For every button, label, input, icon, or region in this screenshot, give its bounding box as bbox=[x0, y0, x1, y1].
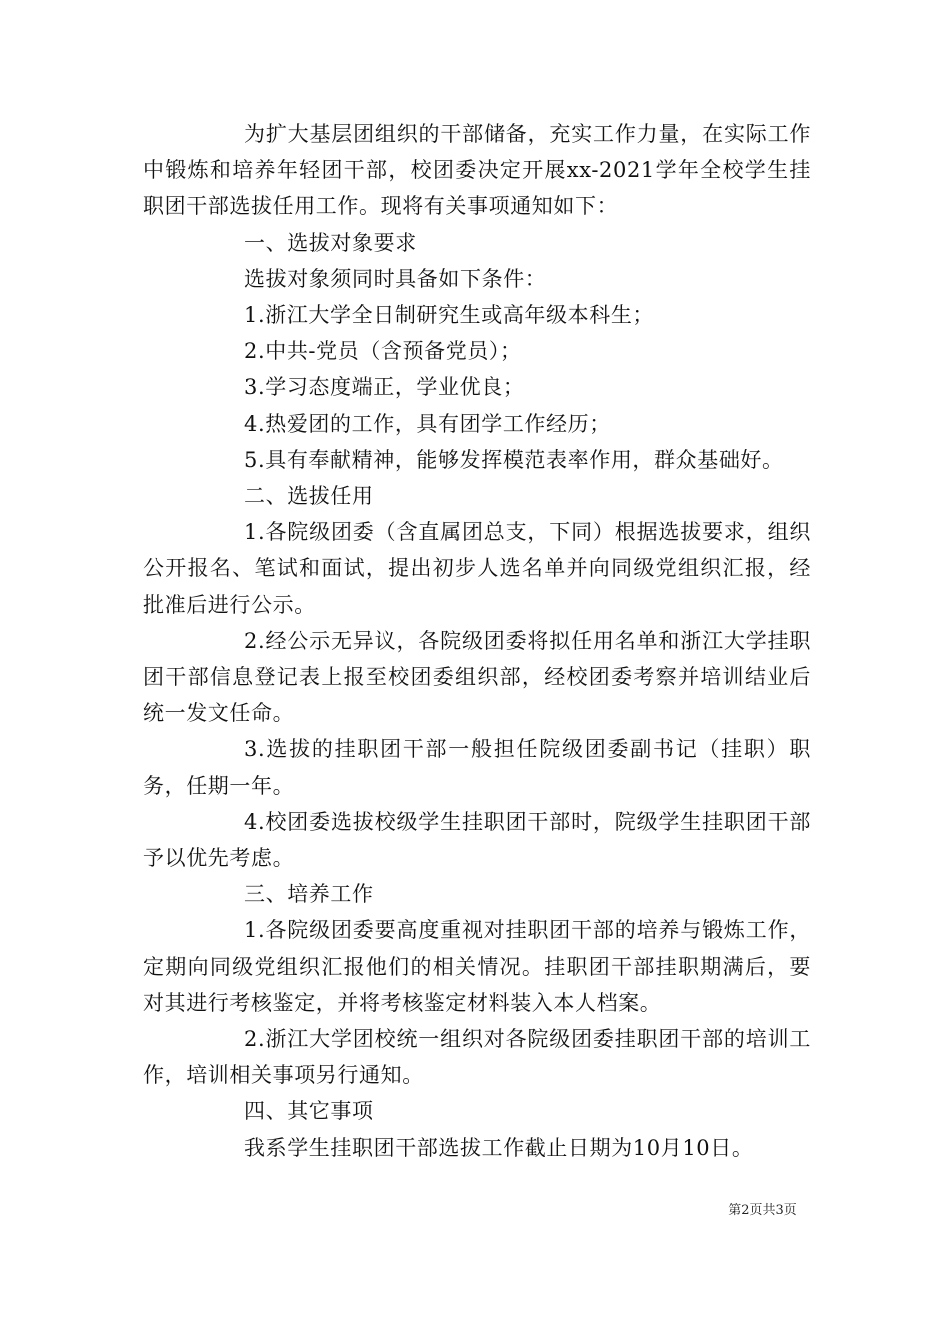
closing-paragraph: 我系学生挂职团干部选拔工作截止日期为10月10日。 bbox=[244, 1135, 754, 1160]
list-item: 2.经公示无异议，各院级团委将拟任用名单和浙江大学挂职团干部信息登记表上报至校团委组织部，经校团委考察并培训结业后统一发文任命。 bbox=[143, 628, 811, 726]
page-footer bbox=[0, 1203, 950, 1219]
list-item: 5.具有奉献精神，能够发挥模范表率作用，群众基础好。 bbox=[244, 447, 784, 472]
list-item: 1.各院级团委（含直属团总支，下同）根据选拔要求，组织公开报名、笔试和面试，提出初步人选名单并向同级党组织汇报，经批准后进行公示。 bbox=[143, 520, 811, 617]
intro-paragraph: 为扩大基层团组织的干部储备，充实工作力量，在实际工作中锻炼和培养年轻团干部，校团委决定开展xx-2021学年全校学生挂职团干部选拔任用工作。现将有关事项通知如下： bbox=[143, 122, 811, 219]
document-body bbox=[143, 116, 811, 1166]
list-item: 1.浙江大学全日制研究生或高年级本科生； bbox=[244, 303, 655, 328]
list-item: 3.选拔的挂职团干部一般担任院级团委副书记（挂职）职务，任期一年。 bbox=[143, 737, 811, 798]
list-item: 2.中共-党员（含预备党员）； bbox=[244, 339, 522, 364]
list-item: 4.校团委选拔校级学生挂职团干部时，院级学生挂职团干部予以优先考虑。 bbox=[143, 809, 811, 871]
section-heading-3: 三、培养工作 bbox=[244, 882, 374, 907]
section-heading-2: 二、选拔任用 bbox=[244, 484, 374, 509]
list-item: 2.浙江大学团校统一组织对各院级团委挂职团干部的培训工作，培训相关事项另行通知。 bbox=[143, 1027, 811, 1088]
paragraph: 选拔对象须同时具备如下条件： bbox=[244, 266, 547, 291]
list-item: 3.学习态度端正，学业优良； bbox=[244, 375, 525, 400]
page-number: 第2页共3页 bbox=[728, 1203, 797, 1218]
section-heading-1: 一、选拔对象要求 bbox=[244, 230, 417, 255]
list-item: 1.各院级团委要高度重视对挂职团干部的培养与锻炼工作，定期向同级党组织汇报他们的相关情况。挂职团干部挂职期满后，要对其进行考核鉴定，并将考核鉴定材料装入本人档案。 bbox=[143, 918, 811, 1015]
section-heading-4: 四、其它事项 bbox=[244, 1099, 374, 1124]
list-item: 4.热爱团的工作，具有团学工作经历； bbox=[244, 411, 611, 436]
